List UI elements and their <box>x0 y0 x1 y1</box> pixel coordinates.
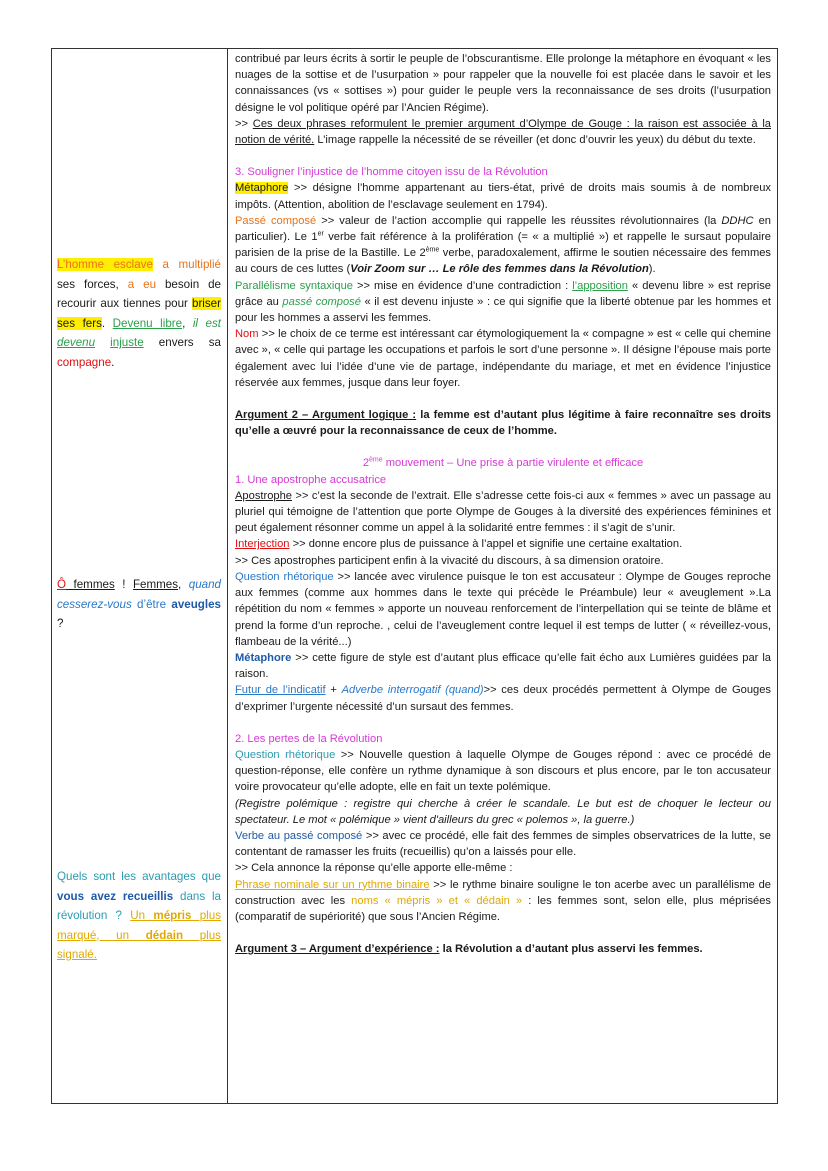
paragraph-phrase-nominale: Phrase nominale sur un rythme binaire >> le rythme binaire souligne le ton acerbe avec un parallélisme de construction avec les noms « mépris » et « dédain » : les femmes sont, selon elle, plus méprisées (comparatif de supériorité) que sous l’Ancien Régime. <box>235 878 772 923</box>
quote-a-eu: a eu <box>127 277 157 291</box>
zoom-reference: Voir Zoom sur … Le rôle des femmes dans la Révolution <box>350 263 649 276</box>
quote-femmes-2: Femmes <box>132 578 179 591</box>
paragraph-verbe-passe-compose: Verbe au passé composé >> avec ce procédé, elle fait des femmes de simples observatrices de la lutte, se contentant de ramasser les fruits (recueillis) qu’on a laissés pour elle. <box>235 829 771 859</box>
label-metaphore-1: Métaphore <box>235 182 289 195</box>
quote-a-multiplie: a multiplié <box>162 258 221 271</box>
paragraph-apostrophes-oratoire: >> Ces apostrophes participent enfin à la vivacité du discours, à sa dimension oratoire. <box>235 554 664 567</box>
quote-block-3: Quels sont les avantages que vous avez recueillis dans la révolution ? Un mépris plus marqué, un dédain plus signalé. <box>57 870 221 961</box>
quote-femmes-1: femmes <box>66 578 115 591</box>
label-interjection: Interjection <box>235 538 290 551</box>
paragraph-question-rhetorique-2: Question rhétorique >> Nouvelle question à laquelle Olympe de Gouges répond : avec ce procédé de question-réponse, elle confère un rythme dynamique à son discours et plus encore, par le ton accusateur voire provocateur qu’elle adopte, elle en fait un texte polémique. <box>235 748 771 794</box>
paragraph-passe-compose: Passé composé >> valeur de l’action accomplie qui rappelle les réussites révolutionnaires (la DDHC en particulier). Le 1er verbe fait référence à la prolifération (= « a multiplié ») et rappelle le sursaut populaire parisien de la prise de la Bastille. Le 2ème verbe, paradoxalement, affirme le soutien nécessaire des femmes au cours de ces luttes (Voir Zoom sur … Le rôle des femmes dans la Révolution). <box>235 214 771 276</box>
commentary-column <box>228 51 777 957</box>
section-title-2: 2. Les pertes de la Révolution <box>235 732 383 745</box>
label-parallelisme: Parallélisme syntaxique <box>235 279 353 292</box>
argument-3: Argument 3 – Argument d’expérience : la Révolution a d’autant plus asservi les femmes. <box>235 943 703 956</box>
paragraph-metaphore-2: Métaphore >> cette figure de style est d’autant plus efficace qu’elle fait écho aux Lumières guidées par la raison. <box>235 651 771 681</box>
section-title-3: 3. Souligner l’injustice de l’homme citoyen issu de la Révolution <box>235 166 548 179</box>
label-nom: Nom <box>235 328 259 341</box>
quote-homme-esclave: L’homme esclave <box>57 258 153 271</box>
paragraph-registre-polemique: (Registre polémique : registre qui cherche à créer le scandale. Le but est de choquer le lecteur ou spectateur. Le mot « polémique » vient d'ailleurs du grec « polemos », la guerre.) <box>235 797 771 826</box>
quote-devenu: devenu <box>57 336 96 349</box>
paragraph-apostrophe: Apostrophe >> c’est la seconde de l’extrait. Elle s’adresse cette fois-ci aux « femmes » avec un passage au pluriel qui témoigne de l’attention que porte Olympe de Gouges à la diversité des expériences féminines et peut également résonner comme un appel à la solidarité entre femmes : il s’agit de s’unir. <box>235 489 771 535</box>
paragraph-parallelisme: Parallélisme syntaxique >> mise en évidence d’une contradiction : l’apposition « devenu libre » est reprise grâce au passé composé « il est devenu injuste » : ce qui signifie que la liberté obtenue par les hommes et pour les hommes a asservi les femmes. <box>235 279 772 325</box>
label-futur: Futur de l’indicatif <box>235 684 326 697</box>
paragraph-annonce: >> Cela annonce la réponse qu’elle apporte elle-même : <box>235 862 513 875</box>
quote-devenu-libre: Devenu libre <box>112 316 183 330</box>
quote-vous-avez-recueillis: vous avez recueillis <box>57 889 174 903</box>
section-title-1: 1. Une apostrophe accusatrice <box>235 473 387 486</box>
quote-aveugles: aveugles <box>171 597 221 611</box>
paragraph-nom: Nom >> le choix de ce terme est intéressant car étymologiquement la « compagne » est « celle qui chemine avec », « celle qui partage les occupations et parfois le sort d’une personne ». Il désigne l’épouse mais porte également avec lui l’idée d’une vie de partage, indépendante du mariage, et met en évidence l’injustice réservée aux femmes, jusque dans leur foyer. <box>235 328 771 389</box>
label-question-rhetorique-2: Question rhétorique <box>235 748 336 761</box>
paragraph-reformulation: >> Ces deux phrases reformulent le premier argument d’Olympe de Gouge : la raison est associée à la notion de vérité. L’image rappelle la nécessité de se réveiller (et donc d’ouvrir les yeux) du début du texte. <box>235 117 771 147</box>
argument-2: Argument 2 – Argument logique : la femme est d’autant plus légitime à faire reconnaître ses droits qu’elle a œuvré pour la reconnaissance de ceux de l’homme. <box>235 409 771 438</box>
quote-injuste: injuste <box>110 336 144 349</box>
label-question-rhetorique-1: Question rhétorique <box>235 570 334 583</box>
analysis-table <box>51 48 778 1104</box>
paragraph-obscurantisme: contribué par leurs écrits à sortir le peuple de l’obscurantisme. Elle prolonge la métaphore en évoquant « les nuages de la sottise et de l’usurpation » pour rappeler que la nouvelle foi est placée dans le savoir et les connaissances (vs « sottises ») pour guider le peuple vers la reconnaissance de ses droits (l’usurpation désigne le vol politique opéré par l’Ancien Régime). <box>235 53 771 114</box>
quote-compagne: compagne <box>57 355 112 369</box>
quote-o: Ô <box>57 578 67 591</box>
movement-2-title: 2ème mouvement – Une prise à partie virulente et efficace <box>362 456 644 470</box>
paragraph-futur: Futur de l’indicatif + Adverbe interrogatif (quand)>> ces deux procédés permettent à Olympe de Gouges d’exprimer l’urgente nécessité d’un sursaut des femmes. <box>235 684 771 713</box>
label-passe-compose: Passé composé <box>235 214 317 227</box>
quote-il-est: il est <box>192 316 221 330</box>
quote-mepris: mépris <box>153 909 192 922</box>
label-verbe-passe-compose: Verbe au passé composé <box>235 829 363 842</box>
quote-briser-ses-fers: briser ses fers <box>57 297 221 330</box>
quote-dedain: dédain <box>145 928 184 942</box>
label-metaphore-2: Métaphore <box>235 651 292 664</box>
quote-block-1: L’homme esclave a multiplié ses forces, a eu besoin de recourir aux tiennes pour briser ses fers. Devenu libre, il est devenu injuste envers sa compagne. <box>57 258 221 369</box>
paragraph-question-rhetorique-1: Question rhétorique >> lancée avec virulence puisque le ton est accusateur : Olympe de Gouges reproche aux femmes (comme aux hommes dans le texte qui précède le Préambule) leur « aveuglement ».La répétition du nom « femmes » apporte un nouveau renforcement de l’interpellation qui se teinte de blâme et prend la forme d’un reproche. , celui de l’aveuglement contre lequel il est temps de lutter ( « réveillez-vous, flambeau de la vérité...) <box>235 570 771 648</box>
quote-block-2: Ô femmes ! Femmes, quand cesserez-vous d’être aveugles ? <box>57 578 221 630</box>
paragraph-metaphore-1: Métaphore >> désigne l’homme appartenant au tiers-état, privé de droits mais soumis à de nombreux impôts. (Attention, abolition de l’esclavage seulement en 1794). <box>235 182 771 211</box>
label-apostrophe: Apostrophe <box>235 489 292 502</box>
label-phrase-nominale: Phrase nominale sur un rythme binaire <box>235 878 430 891</box>
paragraph-interjection: Interjection >> donne encore plus de puissance à l’appel et signifie une certaine exaltation. <box>235 538 683 551</box>
quote-quand-cesserez-vous: quand cesserez-vous <box>57 578 221 611</box>
